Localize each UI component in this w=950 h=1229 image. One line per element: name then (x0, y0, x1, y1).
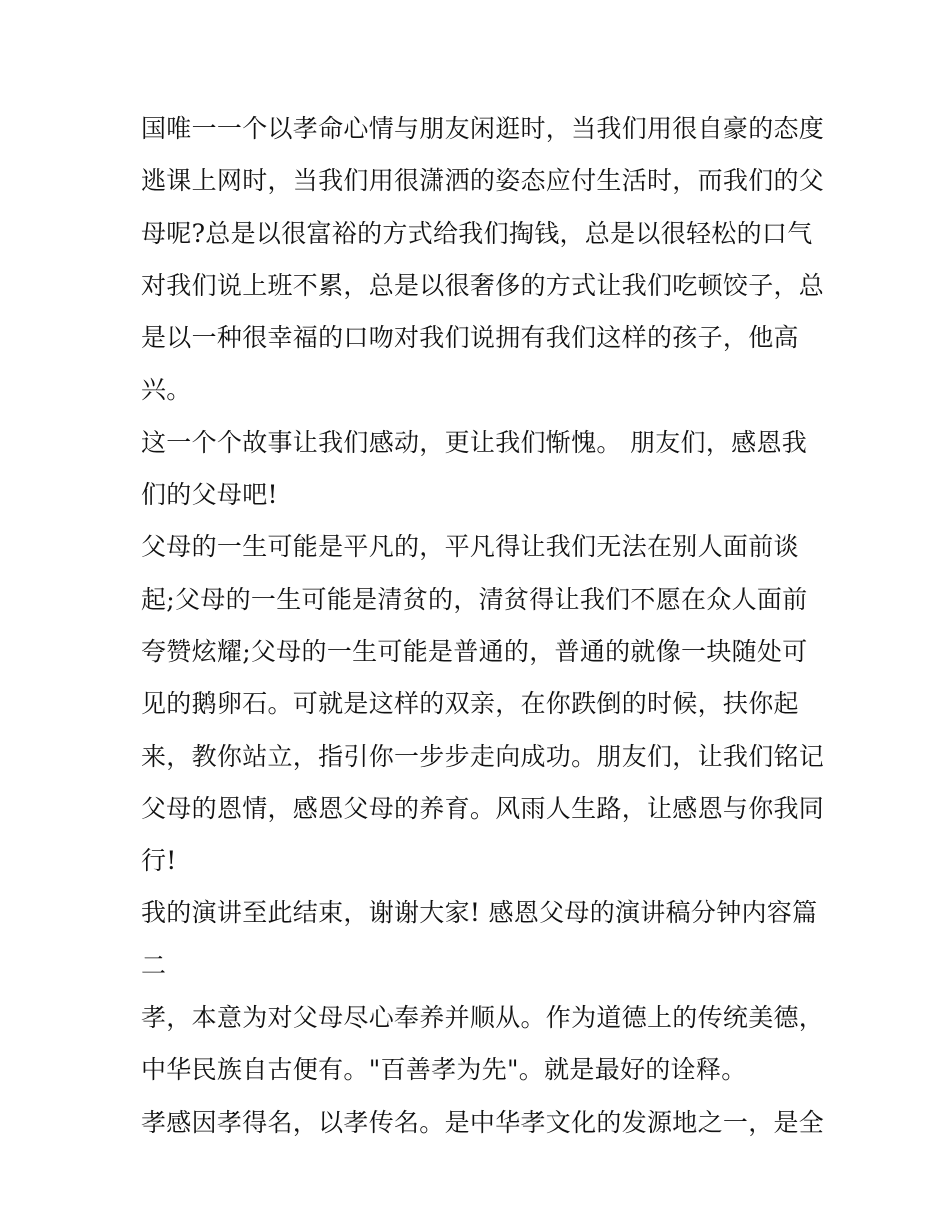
text-line: 夸赞炫耀;父母的一生可能是普通的，普通的就像一块随处可 (141, 636, 808, 666)
text-line: 我的演讲至此结束，谢谢大家! 感恩父母的演讲稿分钟内容篇 (141, 898, 818, 928)
text-line: 对我们说上班不累，总是以很奢侈的方式让我们吃顿饺子，总 (141, 270, 825, 300)
text-line: 二 (141, 950, 167, 980)
text-line: 们的父母吧! (141, 480, 278, 510)
text-line: 父母的恩情，感恩父母的养育。风雨人生路，让感恩与你我同 (141, 793, 825, 823)
text-line: 起;父母的一生可能是清贫的，清贫得让我们不愿在众人面前 (141, 584, 808, 614)
text-line: 孝，本意为对父母尽心奉养并顺从。作为道德上的传统美德， (141, 1003, 825, 1033)
text-line: 这一个个故事让我们感动，更让我们惭愧。 朋友们，感恩我 (141, 427, 808, 457)
text-line: 行! (141, 846, 177, 876)
text-line: 逃课上网时，当我们用很潇洒的姿态应付生活时，而我们的父 (141, 166, 825, 196)
document-body (141, 103, 831, 1149)
text-line: 中华民族自古便有。"百善孝为先"。就是最好的诠释。 (141, 1055, 747, 1085)
text-line: 见的鹅卵石。可就是这样的双亲，在你跌倒的时候，扶你起 (141, 689, 799, 719)
text-line: 兴。 (141, 375, 192, 405)
text-line: 是以一种很幸福的口吻对我们说拥有我们这样的孩子，他高 (141, 323, 799, 353)
text-line: 国唯一一个以孝命心情与朋友闲逛时，当我们用很自豪的态度 (141, 114, 825, 143)
text-line: 父母的一生可能是平凡的，平凡得让我们无法在别人面前谈 (141, 532, 799, 562)
text-line: 来，教你站立，指引你一步步走向成功。朋友们，让我们铭记 (141, 741, 825, 771)
text-line: 母呢?总是以很富裕的方式给我们掏钱，总是以很轻松的口气 (141, 218, 813, 248)
text-line: 孝感因孝得名，以孝传名。是中华孝文化的发源地之一，是全 (141, 1107, 825, 1137)
